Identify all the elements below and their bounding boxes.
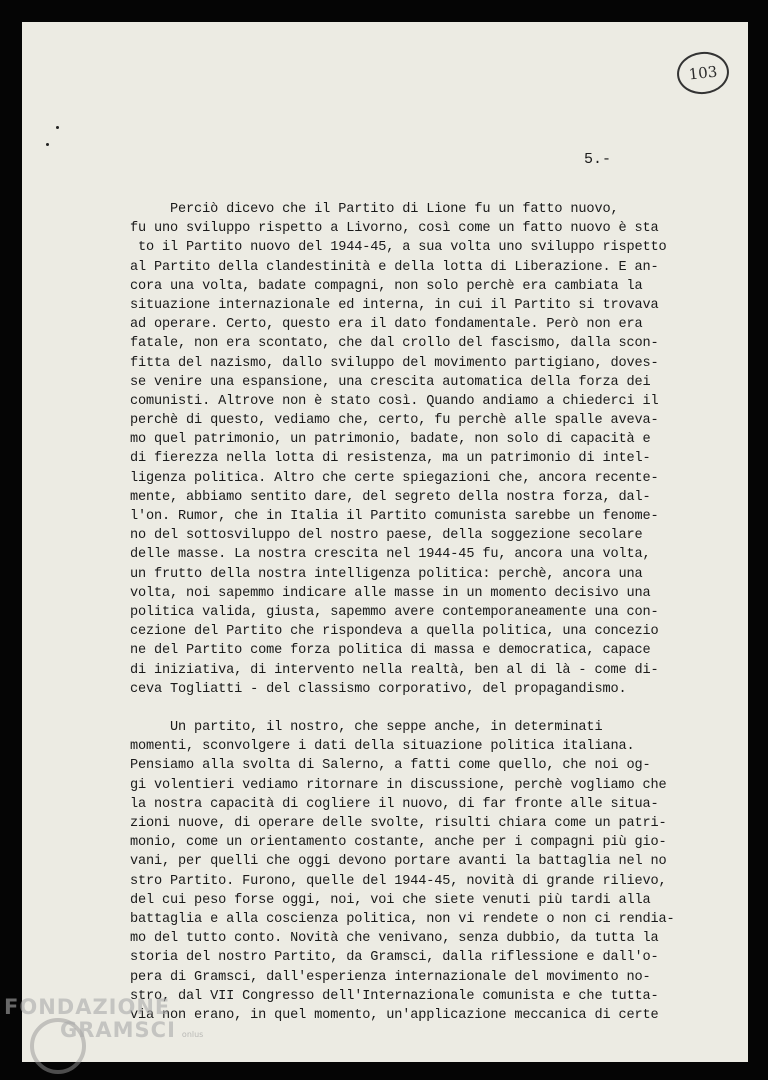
- text-line: situazione internazionale ed interna, in cui il Partito si trovava: [130, 297, 659, 313]
- watermark-line1: FONDAZIONE: [4, 995, 171, 1019]
- text-line: mo del tutto conto. Novità che venivano, senza dubbio, da tutta la: [130, 931, 659, 947]
- text-line: ceva Togliatti - del classismo corporativo, del propagandismo.: [130, 681, 627, 697]
- text-line: zioni nuove, di operare delle svolte, risulti chiara come un patri-: [130, 816, 667, 831]
- page-number: 5.-: [584, 151, 612, 168]
- text-line: volta, noi sapemmo indicare alle masse in un momento decisivo una: [130, 585, 651, 601]
- typed-text-body: [130, 200, 730, 1025]
- watermark-line2: [4, 1019, 203, 1046]
- text-line: un frutto della nostra intelligenza politica: perchè, ancora una: [130, 566, 643, 582]
- text-line: delle masse. La nostra crescita nel 1944-45 fu, ancora una volta,: [130, 547, 651, 563]
- text-line: fatale, non era scontato, che dal crollo del fascismo, dalla scon-: [130, 336, 659, 352]
- text-line: comunisti. Altrove non è stato così. Quando andiamo a chiederci il: [130, 393, 659, 409]
- text-line: no del sottosviluppo del nostro paese, della soggezione secolare: [130, 528, 643, 544]
- text-line: Un partito, il nostro, che seppe anche, in determinati: [130, 720, 603, 736]
- archive-number-stamp: 103: [675, 49, 731, 96]
- text-line: perchè di questo, vediamo che, certo, fu perchè alle spalle aveva-: [130, 413, 659, 429]
- text-line: Perciò dicevo che il Partito di Lione fu un fatto nuovo,: [130, 202, 619, 217]
- text-line: pera di Gramsci, dall'esperienza internazionale del movimento no-: [130, 969, 651, 985]
- watermark: [4, 996, 203, 1046]
- text-line: se venire una espansione, una crescita automatica della forza dei: [130, 374, 651, 390]
- text-line: storia del nostro Partito, da Gramsci, dalla riflessione e dall'o-: [130, 950, 659, 966]
- text-line: gi volentieri vediamo ritornare in discussione, perchè vogliamo che: [130, 777, 667, 793]
- watermark-suffix: onlus: [181, 1030, 204, 1039]
- text-line: ligenza politica. Altro che certe spiegazioni che, ancora recente-: [130, 470, 659, 486]
- text-line: cora una volta, badate compagni, non solo perchè era cambiata la: [130, 278, 643, 294]
- text-line: monio, come un orientamento costante, anche per i compagni più gio-: [130, 835, 667, 851]
- paragraph-gap: [130, 699, 730, 718]
- paper-speck: [56, 126, 59, 129]
- text-line: stro Partito. Furono, quelle del 1944-45, novità di grande rilievo,: [130, 873, 667, 889]
- text-line: di iniziativa, di intervento nella realtà, ben al di là - come di-: [130, 662, 659, 678]
- paper-speck: [46, 143, 49, 146]
- text-line: al Partito della clandestinità e della lotta di Liberazione. E an-: [130, 259, 659, 275]
- text-line: ad operare. Certo, questo era il dato fondamentale. Però non era: [130, 317, 643, 333]
- text-line: mo quel patrimonio, un patrimonio, badate, non solo di capacità e: [130, 432, 651, 448]
- text-line: momenti, sconvolgere i dati della situazione politica italiana.: [130, 739, 635, 755]
- text-line: la nostra capacità di cogliere il nuovo, di far fronte alle situa-: [130, 796, 659, 812]
- text-line: di fierezza nella lotta di resistenza, ma un patrimonio di intel-: [130, 451, 651, 467]
- text-line: ne del Partito come forza politica di massa e democratica, capace: [130, 643, 651, 659]
- text-line: vani, per quelli che oggi devono portare avanti la battaglia nel no: [130, 854, 667, 870]
- text-line: Pensiamo alla svolta di Salerno, a fatti come quello, che noi og-: [130, 758, 651, 774]
- text-line: del cui peso forse oggi, noi, voi che siete venuti più tardi alla: [130, 892, 651, 908]
- text-line: stro, dal VII Congresso dell'Internazionale comunista e che tutta-: [130, 988, 659, 1004]
- text-line: fitta del nazismo, dallo sviluppo del movimento partigiano, doves-: [130, 355, 659, 371]
- text-line: via non erano, in quel momento, un'applicazione meccanica di certe: [130, 1007, 659, 1023]
- text-line: l'on. Rumor, che in Italia il Partito comunista sarebbe un fenome-: [130, 509, 659, 524]
- text-line: battaglia e alla coscienza politica, non vi rendete o non ci rendia-: [130, 911, 675, 927]
- text-line: to il Partito nuovo del 1944-45, a sua volta uno sviluppo rispetto: [130, 240, 667, 256]
- text-line: cezione del Partito che rispondeva a quella politica, una concezio: [130, 624, 659, 640]
- text-line: mente, abbiamo sentito dare, del segreto della nostra forza, dal-: [130, 489, 651, 505]
- watermark-line2-text: GRAMSCI: [60, 1018, 176, 1042]
- text-line: politica valida, giusta, sapemmo avere contemporaneamente una con-: [130, 604, 659, 620]
- text-line: fu uno sviluppo rispetto a Livorno, così come un fatto nuovo è sta: [130, 221, 659, 237]
